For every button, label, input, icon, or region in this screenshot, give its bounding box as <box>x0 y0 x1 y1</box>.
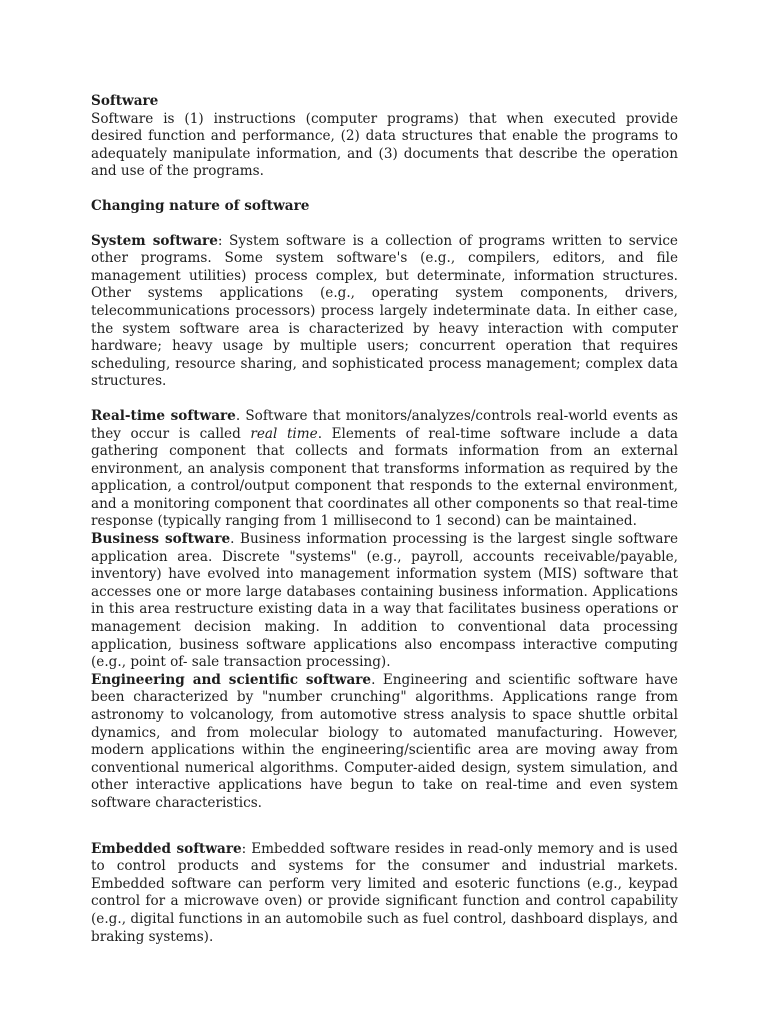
embedded-software-paragraph <box>91 841 678 947</box>
system-software-term: System software <box>91 232 218 249</box>
intro-heading: Software <box>91 93 159 109</box>
realtime-software-paragraph <box>91 408 678 531</box>
changing-nature-heading: Changing nature of software <box>91 197 310 214</box>
system-software-paragraph <box>91 233 678 391</box>
engineering-software-paragraph <box>91 672 678 813</box>
engineering-software-term: Engineering and scientific software <box>91 671 372 688</box>
business-software-paragraph <box>91 531 678 672</box>
realtime-software-emphasis: real time <box>250 425 318 442</box>
realtime-software-text-before: . Software that monitors/analyzes/controls real-world events as they occur is called <box>91 407 678 442</box>
embedded-software-term: Embedded software <box>91 840 242 857</box>
system-software-text: : System software is a collection of programs written to service other programs. Some system software's (e.g., compilers, editors, and file management utilities) process complex, but determinate, information structures. Other systems applications (e.g., operating system components, drivers, telecommunications processors) process largely indeterminate data. In either case, the system software area is characterized by heavy interaction with computer hardware; heavy usage by multiple users; concurrent operation that requires scheduling, resource sharing, and sophisticated process management; complex data structures. <box>91 232 678 390</box>
realtime-software-text-after: . Elements of real-time software include a data gathering component that collects and formats information from an external environment, an analysis component that transforms information as required by the application, a control/output component that responds to the external environment, and a monitoring component that coordinates all other components so that real-time response (typically ranging from 1 millisecond to 1 second) can be maintained. <box>91 425 679 530</box>
business-software-text: . Business information processing is the largest single software application area. Discrete "systems" (e.g., payroll, accounts receivable/payable, inventory) have evolved into management information system (MIS) software that accesses one or more large databases containing business information. Applications in this area restructure existing data in a way that facilitates business operations or management decision making. In addition to conventional data processing application, business software applications also encompass interactive computing (e.g., point of- sale transaction processing). <box>91 531 678 671</box>
intro-paragraph: Software is (1) instructions (computer programs) that when executed provide desired function and performance, (2) data structures that enable the programs to adequately manipulate information, and (3) documents that describe the operation and use of the programs. <box>91 110 678 180</box>
engineering-software-text: . Engineering and scientific software have been characterized by "number crunching" algorithms. Applications range from astronomy to volcanology, from automotive stress analysis to space shuttle orbital dynamics, and from molecular biology to automated manufacturing. However, modern applications within the engineering/scientific area are moving away from conventional numerical algorithms. Computer-aided design, system simulation, and other interactive applications have begun to take on real-time and even system software characteristics. <box>91 671 678 811</box>
embedded-software-text: : Embedded software resides in read-only memory and is used to control products and systems for the consumer and industrial markets. Embedded software can perform very limited and esoteric functions (e.g., keypad control for a microwave oven) or provide significant function and control capability (e.g., digital functions in an automobile such as fuel control, dashboard displays, and braking systems). <box>91 840 678 945</box>
business-software-term: Business software <box>91 531 231 548</box>
document-page <box>91 93 678 946</box>
realtime-software-term: Real-time software <box>91 407 236 424</box>
